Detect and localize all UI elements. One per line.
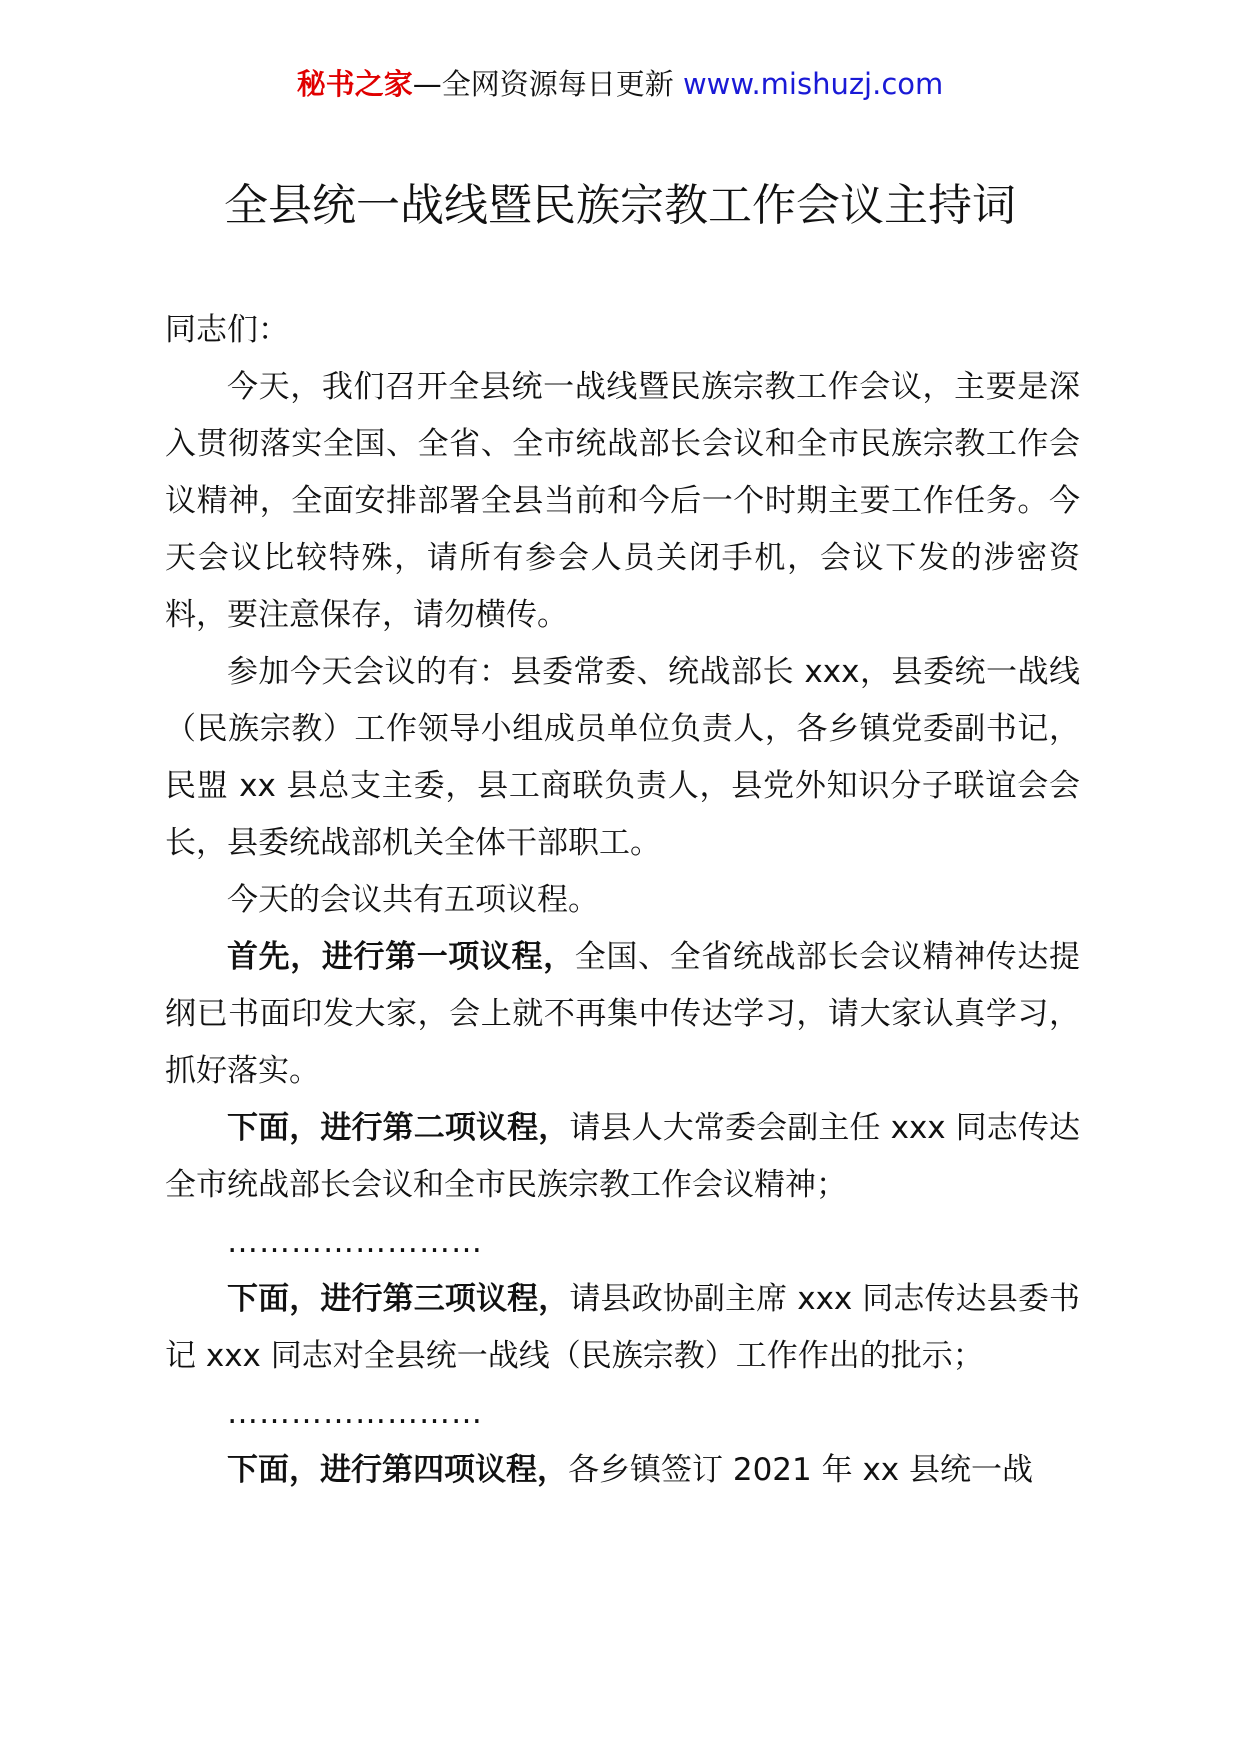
agenda-item-3-text: 请县政协副主席 xxx 同志传达县委书记 xxx 同志对全县统一战线（民族宗教）工作作出的批示； [165, 1281, 1080, 1374]
paragraph-opening: 今天，我们召开全县统一战线暨民族宗教工作会议，主要是深入贯彻落实全国、全省、全市统战部长会议和全市民族宗教工作会议精神，全面安排部署全县当前和今后一个时期主要工作任务。今天会议比较特殊，请所有参会人员关闭手机，会议下发的涉密资料，要注意保存，请勿横传。 [165, 369, 1080, 633]
site-url-link[interactable]: www.mishuzj.com [682, 67, 944, 101]
agenda-item-2-text: 请县人大常委会副主任 xxx 同志传达全市统战部长会议和全市民族宗教工作会议精神； [165, 1110, 1080, 1203]
agenda-item-1-lead: 首先，进行第一项议程， [227, 939, 575, 975]
site-header [0, 64, 1240, 104]
agenda-item-4-text: 各乡镇签订 2021 年 xx 县统一战 [568, 1452, 1033, 1488]
agenda-item-4-lead: 下面，进行第四项议程， [227, 1452, 568, 1488]
agenda-item-3-lead: 下面，进行第三项议程， [227, 1281, 570, 1317]
agenda-item-3 [165, 1271, 1080, 1385]
agenda-item-4 [165, 1442, 1080, 1499]
site-slogan: —全网资源每日更新 [412, 67, 683, 101]
ellipsis-separator-1: …………………… [227, 1224, 483, 1260]
agenda-item-1-text: 全国、全省统战部长会议精神传达提纲已书面印发大家，会上就不再集中传达学习，请大家认真学习，抓好落实。 [165, 939, 1081, 1089]
agenda-item-2 [165, 1100, 1080, 1214]
agenda-item-2-lead: 下面，进行第二项议程， [227, 1110, 570, 1146]
document-body [165, 302, 1080, 1499]
agenda-item-1 [165, 929, 1080, 1100]
paragraph-attendees: 参加今天会议的有：县委常委、统战部长 xxx，县委统一战线（民族宗教）工作领导小组成员单位负责人，各乡镇党委副书记，民盟 xx 县总支主委，县工商联负责人，县党外知识分子联谊会会长，县委统战部机关全体干部职工。 [165, 654, 1080, 861]
document-title: 全县统一战线暨民族宗教工作会议主持词 [224, 180, 1016, 231]
paragraph-agenda-intro: 今天的会议共有五项议程。 [227, 882, 599, 918]
ellipsis-separator-2: …………………… [227, 1395, 483, 1431]
site-brand: 秘书之家 [296, 67, 413, 101]
salutation: 同志们： [165, 312, 289, 348]
